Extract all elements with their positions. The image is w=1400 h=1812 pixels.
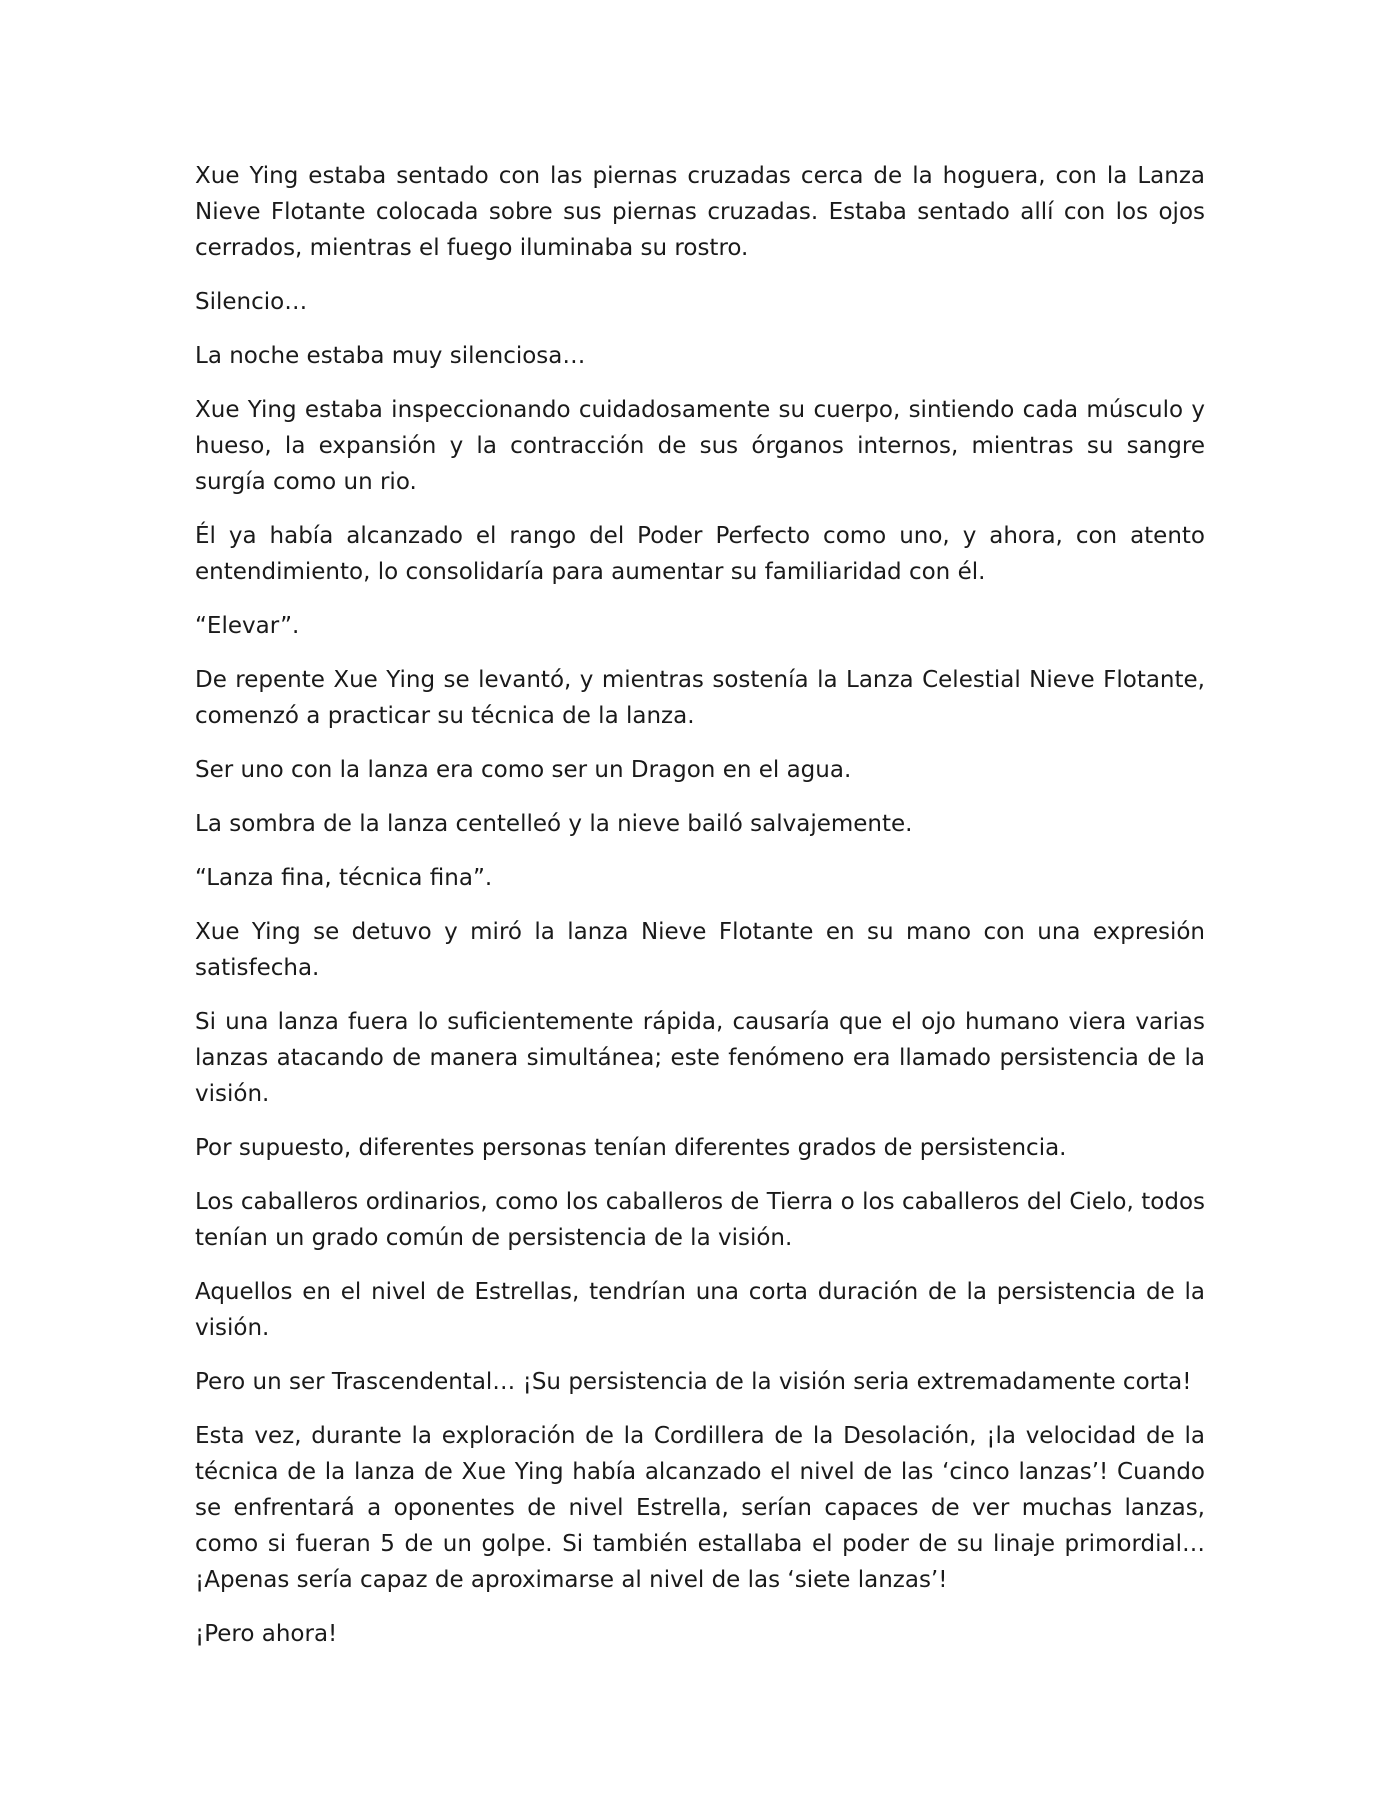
- paragraph: Por supuesto, diferentes personas tenían diferentes grados de persistencia.: [195, 1135, 1067, 1161]
- paragraph: ¡Pero ahora!: [195, 1621, 338, 1647]
- paragraph: La noche estaba muy silenciosa…: [195, 343, 586, 369]
- paragraph: “Elevar”.: [195, 613, 300, 639]
- paragraph: Xue Ying se detuvo y miró la lanza Nieve Flotante en su mano con una expresión satisfecha.: [195, 919, 1205, 981]
- paragraph: La sombra de la lanza centelleó y la nieve bailó salvajemente.: [195, 811, 913, 837]
- paragraph: Xue Ying estaba sentado con las piernas cruzadas cerca de la hoguera, con la Lanza Nieve Flotante colocada sobre sus piernas cruzadas. Estaba sentado allí con los ojos cerrados, mientras el fuego iluminaba su rostro.: [195, 163, 1205, 261]
- paragraph: Silencio…: [195, 289, 308, 315]
- paragraph: Los caballeros ordinarios, como los caballeros de Tierra o los caballeros del Cielo, todos tenían un grado común de persistencia de la visión.: [195, 1189, 1205, 1251]
- document-body: [195, 158, 1205, 1670]
- paragraph: Esta vez, durante la exploración de la Cordillera de la Desolación, ¡la velocidad de la técnica de la lanza de Xue Ying había alcanzado el nivel de las ‘cinco lanzas’! Cuando se enfrentará a oponentes de nivel Estrella, serían capaces de ver muchas lanzas, como si fueran 5 de un golpe. Si también estallaba el poder de su linaje primordial… ¡Apenas sería capaz de aproximarse al nivel de las ‘siete lanzas’!: [195, 1423, 1205, 1593]
- paragraph: Aquellos en el nivel de Estrellas, tendrían una corta duración de la persistencia de la visión.: [195, 1279, 1205, 1341]
- paragraph: Ser uno con la lanza era como ser un Dragon en el agua.: [195, 757, 852, 783]
- paragraph: Xue Ying estaba inspeccionando cuidadosamente su cuerpo, sintiendo cada músculo y hueso, la expansión y la contracción de sus órganos internos, mientras su sangre surgía como un rio.: [195, 397, 1205, 495]
- paragraph: Pero un ser Trascendental… ¡Su persistencia de la visión seria extremadamente corta!: [195, 1369, 1192, 1395]
- paragraph: Si una lanza fuera lo suficientemente rápida, causaría que el ojo humano viera varias lanzas atacando de manera simultánea; este fenómeno era llamado persistencia de la visión.: [195, 1009, 1205, 1107]
- paragraph: De repente Xue Ying se levantó, y mientras sostenía la Lanza Celestial Nieve Flotante, comenzó a practicar su técnica de la lanza.: [195, 667, 1205, 729]
- paragraph: “Lanza fina, técnica fina”.: [195, 865, 493, 891]
- paragraph: Él ya había alcanzado el rango del Poder Perfecto como uno, y ahora, con atento entendimiento, lo consolidaría para aumentar su familiaridad con él.: [195, 523, 1205, 585]
